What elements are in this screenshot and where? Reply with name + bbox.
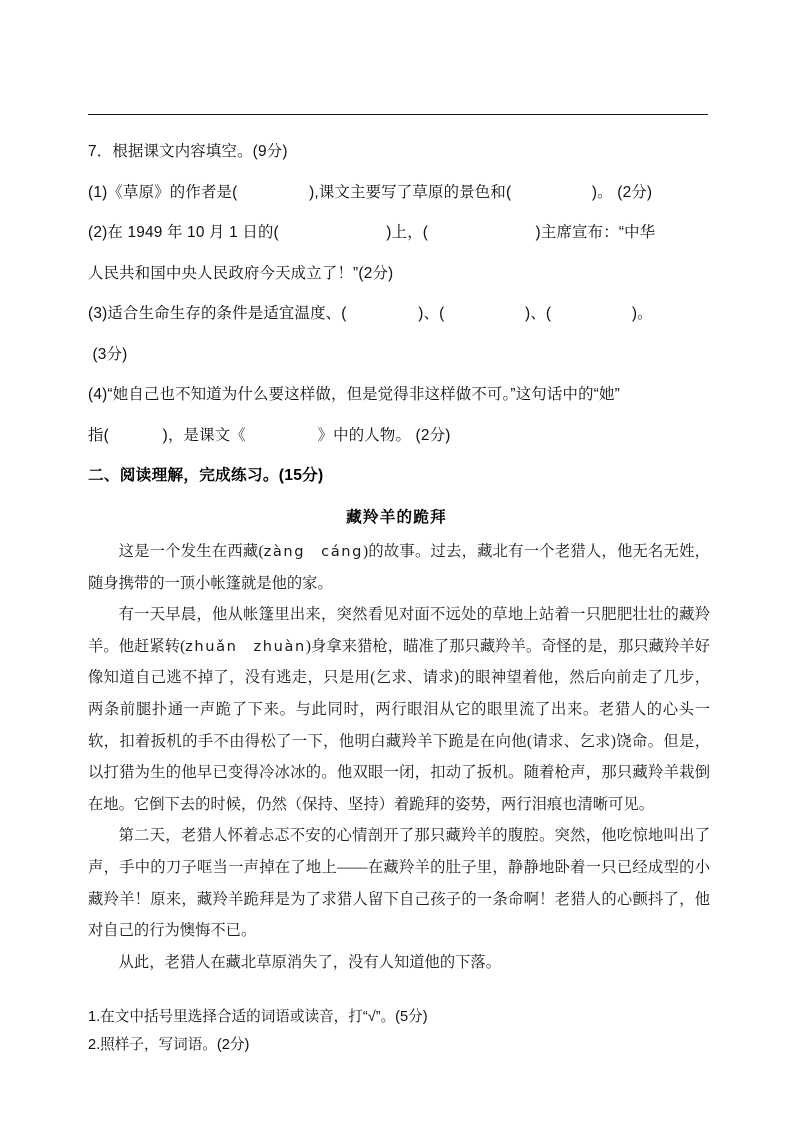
pinyin-annotation: cáng	[321, 543, 363, 560]
section-2-heading: 二、阅读理解，完成练习。(15分)	[88, 467, 324, 484]
question-7-item-3-score: (3分)	[88, 345, 128, 363]
passage-paragraph-2: 有一天早晨，他从帐篷里出来，突然看见对面不远处的草地上站着一只肥肥壮壮的藏羚羊。他赶紧转(zhuǎn zhuàn)身拿来猎枪，瞄准了那只藏羚羊。奇怪的是，那只藏羚羊好像知道自己逃不掉了，没有逃走，只是用(乞求、请求)的眼神望着他，然后向前走了几步，两条前腿扑通一声跪了下来。与此同时，两行眼泪从它的眼里流了出来。老猎人的心头一软，扣着扳机的手不由得松了一下，他明白藏羚羊下跪是在向他(请求、乞求)饶命。但是，以打猎为生的他早已变得冷冰冰的。他双眼一闭，扣动了扳机。随着枪声，那只藏羚羊栽倒在地。它倒下去的时候，仍然（保持、坚持）着跪拜的姿势，两行泪痕也清晰可见。	[88, 606, 710, 813]
passage-exercise-2: 2.照样子，写词语。(2分)	[88, 1037, 250, 1053]
pinyin-annotation: zàng	[263, 543, 306, 560]
reading-passage	[88, 536, 710, 978]
passage-exercise-1: 1.在文中括号里选择合适的词语或读音，打“√”。(5分)	[88, 1009, 428, 1025]
question-7-stem: 7．根据课文内容填空。(9分)	[88, 143, 288, 160]
pinyin-annotation: zhuàn	[253, 637, 306, 655]
question-7-item-2-cont: 人民共和国中央人民政府今天成立了！”(2分)	[88, 264, 394, 282]
question-7-block	[88, 132, 716, 456]
passage-exercises	[88, 1003, 716, 1059]
question-7-item-2: (2)在 1949 年 10 月 1 日的( )上，( )主席宣布：“中华	[88, 224, 656, 241]
question-7-item-1: (1)《草原》的作者是( ),课文主要写了草原的景色和( )。 (2分)	[88, 183, 653, 201]
question-7-item-3: (3)适合生命生存的条件是适宜温度、( )、( )、( )。	[88, 305, 653, 322]
question-7-item-4-cont: 指( )，是课文《 》中的人物。 (2分)	[88, 426, 451, 444]
header-divider-rule	[88, 114, 708, 115]
pinyin-annotation: zhuǎn	[185, 637, 238, 655]
question-7-item-4: (4)“她自己也不知道为什么要这样做，但是觉得非这样做不可。”这句话中的“她”	[88, 386, 620, 403]
passage-paragraph-1: 这是一个发生在西藏(zàng cáng)的故事。过去，藏北有一个老猎人，他无名无姓，随身携带的一顶小帐篷就是他的家。	[88, 543, 710, 592]
passage-title: 藏羚羊的跪拜	[346, 509, 447, 526]
passage-paragraph-3: 第二天，老猎人怀着忐忑不安的心情剖开了那只藏羚羊的腹腔。突然，他吃惊地叫出了声，手中的刀子哐当一声掉在了地上——在藏羚羊的肚子里，静静地卧着一只已经成型的小藏羚羊！原来，藏羚羊跪拜是为了求猎人留下自己孩子的一条命啊！老猎人的心颤抖了，他对自己的行为懊悔不已。	[88, 827, 710, 940]
passage-paragraph-4: 从此，老猎人在藏北草原消失了，没有人知道他的下落。	[118, 953, 502, 971]
